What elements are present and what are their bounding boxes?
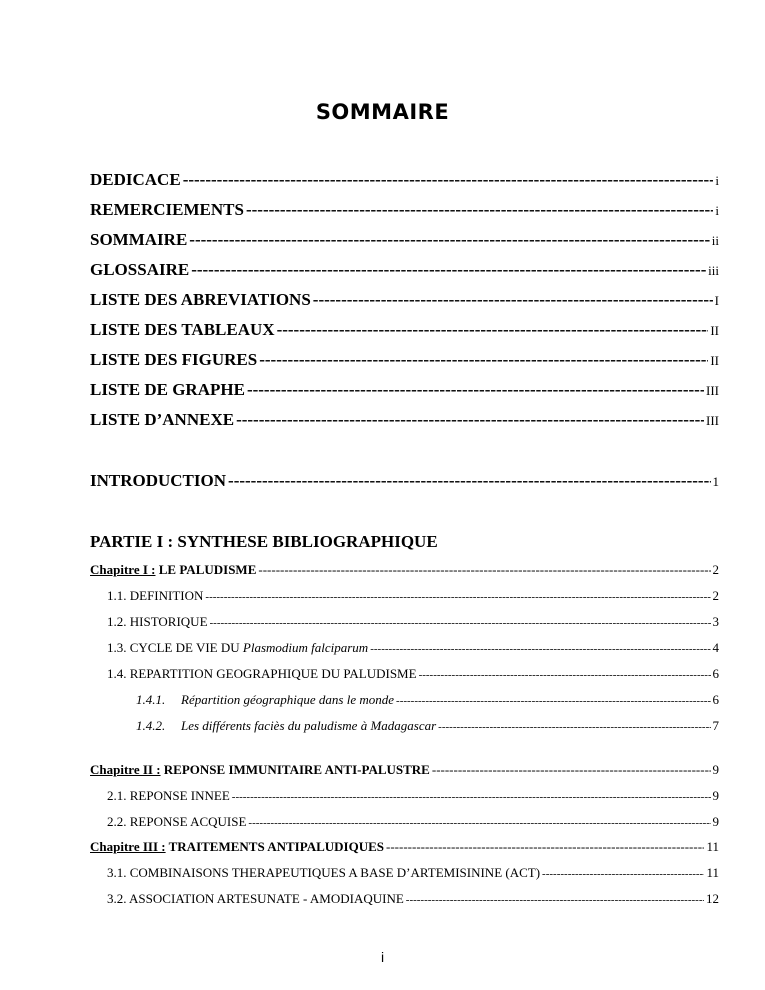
toc-page: 9 [712,762,719,777]
toc-page: 9 [712,814,719,829]
toc-label: 1.1. DEFINITION [107,588,204,603]
subsection-number: 1.4.1. [136,692,166,707]
toc-leader [232,791,711,803]
toc-leader [246,200,713,220]
toc-label: LISTE DES ABREVIATIONS [90,290,311,309]
toc-chapter-3[interactable] [90,839,719,855]
toc-page: 1 [712,474,719,489]
toc-section-2-2[interactable] [107,814,719,830]
toc-page: I [714,293,719,308]
toc-leader [191,260,706,280]
toc-entry-remerciements[interactable] [90,200,719,220]
toc-chapter-1[interactable] [90,562,719,578]
toc-page: III [706,383,719,398]
toc-chapter-2[interactable] [90,762,719,778]
toc-leader [419,669,711,681]
page-title: SOMMAIRE [315,100,450,124]
toc-entry-dedicace[interactable] [90,170,719,190]
toc-page: 2 [712,588,719,603]
toc-label: Répartition géographique dans le monde [181,692,395,707]
toc-page: 6 [712,666,719,681]
species-name: Plasmodium falciparum [242,640,369,655]
toc-page: i [715,173,719,188]
toc-page: III [706,413,719,428]
toc-leader [228,471,710,491]
toc-subsection-1-4-2[interactable] [136,718,719,734]
toc-page: II [710,323,719,338]
toc-page: ii [711,233,719,248]
toc-label: DEDICACE [90,170,181,189]
toc-section-3-1[interactable] [107,865,719,881]
toc-label: LISTE DES FIGURES [90,350,258,369]
toc-leader [183,170,714,190]
toc-label: REMERCIEMENTS [90,200,244,219]
toc-label: 1.3. CYCLE DE VIE DU [107,640,243,655]
toc-label: 1.2. HISTORIQUE [107,614,208,629]
toc-leader [277,320,709,340]
toc-leader [189,230,709,250]
toc-leader [406,894,704,906]
toc-label: INTRODUCTION [90,471,227,490]
toc-leader [396,695,710,707]
toc-leader [205,591,710,603]
toc-leader [258,562,710,578]
chapter-prefix: Chapitre II : [90,762,161,777]
toc-label: Les différents faciès du paludisme à Madagascar [181,718,437,733]
toc-section-1-2[interactable] [107,614,719,630]
toc-section-1-1[interactable] [107,588,719,604]
toc-entry-liste-graphe[interactable] [90,380,719,400]
toc-page: II [710,353,719,368]
toc-entry-liste-annexe[interactable] [90,410,719,430]
toc-leader [370,643,710,655]
toc-leader [542,868,704,880]
toc-page: 2 [712,562,719,577]
toc-page: 11 [706,865,719,880]
toc-leader [210,617,711,629]
toc-label: SOMMAIRE [90,230,188,249]
toc-leader [248,817,710,829]
chapter-prefix: Chapitre III : [90,839,166,854]
toc-leader [259,350,708,370]
toc-page: 4 [712,640,719,655]
toc-entry-glossaire[interactable] [90,260,719,280]
partie-heading: PARTIE I : SYNTHESE BIBLIOGRAPHIQUE [90,532,438,551]
toc-label: LISTE DE GRAPHE [90,380,245,399]
toc-page: 9 [712,788,719,803]
toc-entry-liste-figures[interactable] [90,350,719,370]
toc-label: LISTE D’ANNEXE [90,410,235,429]
toc-leader [313,290,713,310]
toc-page: 3 [712,614,719,629]
toc-section-2-1[interactable] [107,788,719,804]
toc-label: 1.4. REPARTITION GEOGRAPHIQUE DU PALUDISME [107,666,417,681]
chapter-title: LE PALUDISME [158,562,257,577]
chapter-title: REPONSE IMMUNITAIRE ANTI-PALUSTRE [163,762,430,777]
toc-label: 2.2. REPONSE ACQUISE [107,814,247,829]
toc-section-1-4[interactable] [107,666,719,682]
toc-page: 6 [712,692,719,707]
toc-label: 3.2. ASSOCIATION ARTESUNATE - AMODIAQUINE [107,891,404,906]
toc-leader [432,762,711,778]
toc-entry-liste-tableaux[interactable] [90,320,719,340]
toc-label: LISTE DES TABLEAUX [90,320,275,339]
chapter-prefix: Chapitre I : [90,562,156,577]
toc-page: 11 [706,839,719,854]
toc-entry-sommaire[interactable] [90,230,719,250]
toc-section-1-3[interactable] [107,640,719,656]
toc-section-3-2[interactable] [107,891,719,907]
chapter-title: TRAITEMENTS ANTIPALUDIQUES [168,839,385,854]
toc-subsection-1-4-1[interactable] [136,692,719,708]
toc-page: 7 [712,718,719,733]
toc-page: iii [708,263,719,278]
toc-page: i [715,203,719,218]
toc-label: 3.1. COMBINAISONS THERAPEUTIQUES A BASE D’ARTEMISININE (ACT) [107,865,541,880]
toc-leader [438,721,710,733]
toc-label: GLOSSAIRE [90,260,190,279]
toc-leader [247,380,704,400]
toc-entry-introduction[interactable] [90,471,719,491]
subsection-number: 1.4.2. [136,718,166,733]
toc-entry-liste-abreviations[interactable] [90,290,719,310]
page-number: i [380,949,385,965]
toc-label: 2.1. REPONSE INNEE [107,788,230,803]
toc-page: 12 [706,891,719,906]
toc-leader [236,410,704,430]
toc-leader [386,839,704,855]
